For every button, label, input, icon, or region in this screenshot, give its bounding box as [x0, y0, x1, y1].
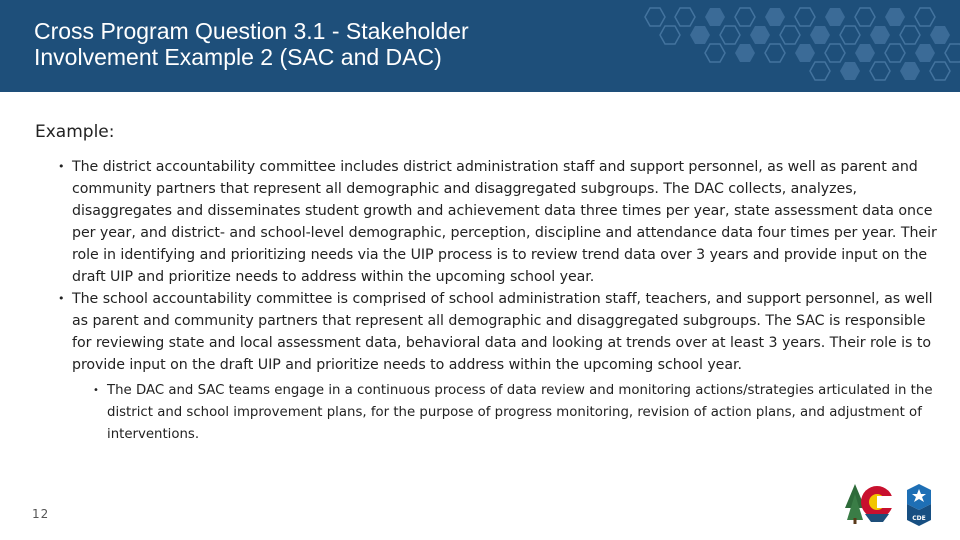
sub-bullet-text: The DAC and SAC teams engage in a continuous process of data review and monitoring actions/strategies articulated in the district and school improvement plans, for the purpose of progress monitoring, revision of action plans, and adjustment of interventions. [107, 383, 933, 442]
title-banner [0, 0, 960, 92]
slide-title: Cross Program Question 3.1 - Stakeholder Involvement Example 2 (SAC and DAC) [34, 18, 469, 70]
cde-logo-text: CDE [912, 515, 926, 522]
list-item [58, 288, 938, 376]
colorado-cde-logo [845, 480, 945, 528]
bullet-text: The school accountability committee is comprised of school administration staff, teachers, and support personnel, as well as parent and community partners that represent all demographic and disaggregated subgroups. The SAC is responsible for reviewing state and local assessment data, behavioral data and looking at trends over at least 3 years. Their role is to provide input on the draft UIP and prioritize needs to address within the upcoming school year. [72, 291, 933, 373]
sub-list-item [93, 380, 938, 446]
bullet-icon: • [93, 385, 99, 396]
bullet-list [58, 156, 938, 446]
page-number: 12 [32, 507, 50, 521]
bullet-icon: • [58, 160, 65, 173]
list-item [58, 156, 938, 288]
example-heading: Example: [35, 122, 115, 142]
bullet-icon: • [58, 292, 65, 305]
hexagon-pattern-decoration [630, 0, 960, 92]
colorado-c-logo-icon [845, 484, 894, 524]
bullet-text: The district accountability committee includes district administration staff and support personnel, as well as parent and community partners that represent all demographic and disaggregated subgroups. The DAC collects, analyzes, disaggregates and disseminates student growth and achievement data three times per year, state assessment data once per year, and district- and school-level demographic, perception, discipline and attendance data four times per year. Their role in identifying and prioritizing needs via the UIP process is to review trend data over 3 years and provide input on the draft UIP and prioritize needs to address within the upcoming school year. [72, 159, 937, 285]
